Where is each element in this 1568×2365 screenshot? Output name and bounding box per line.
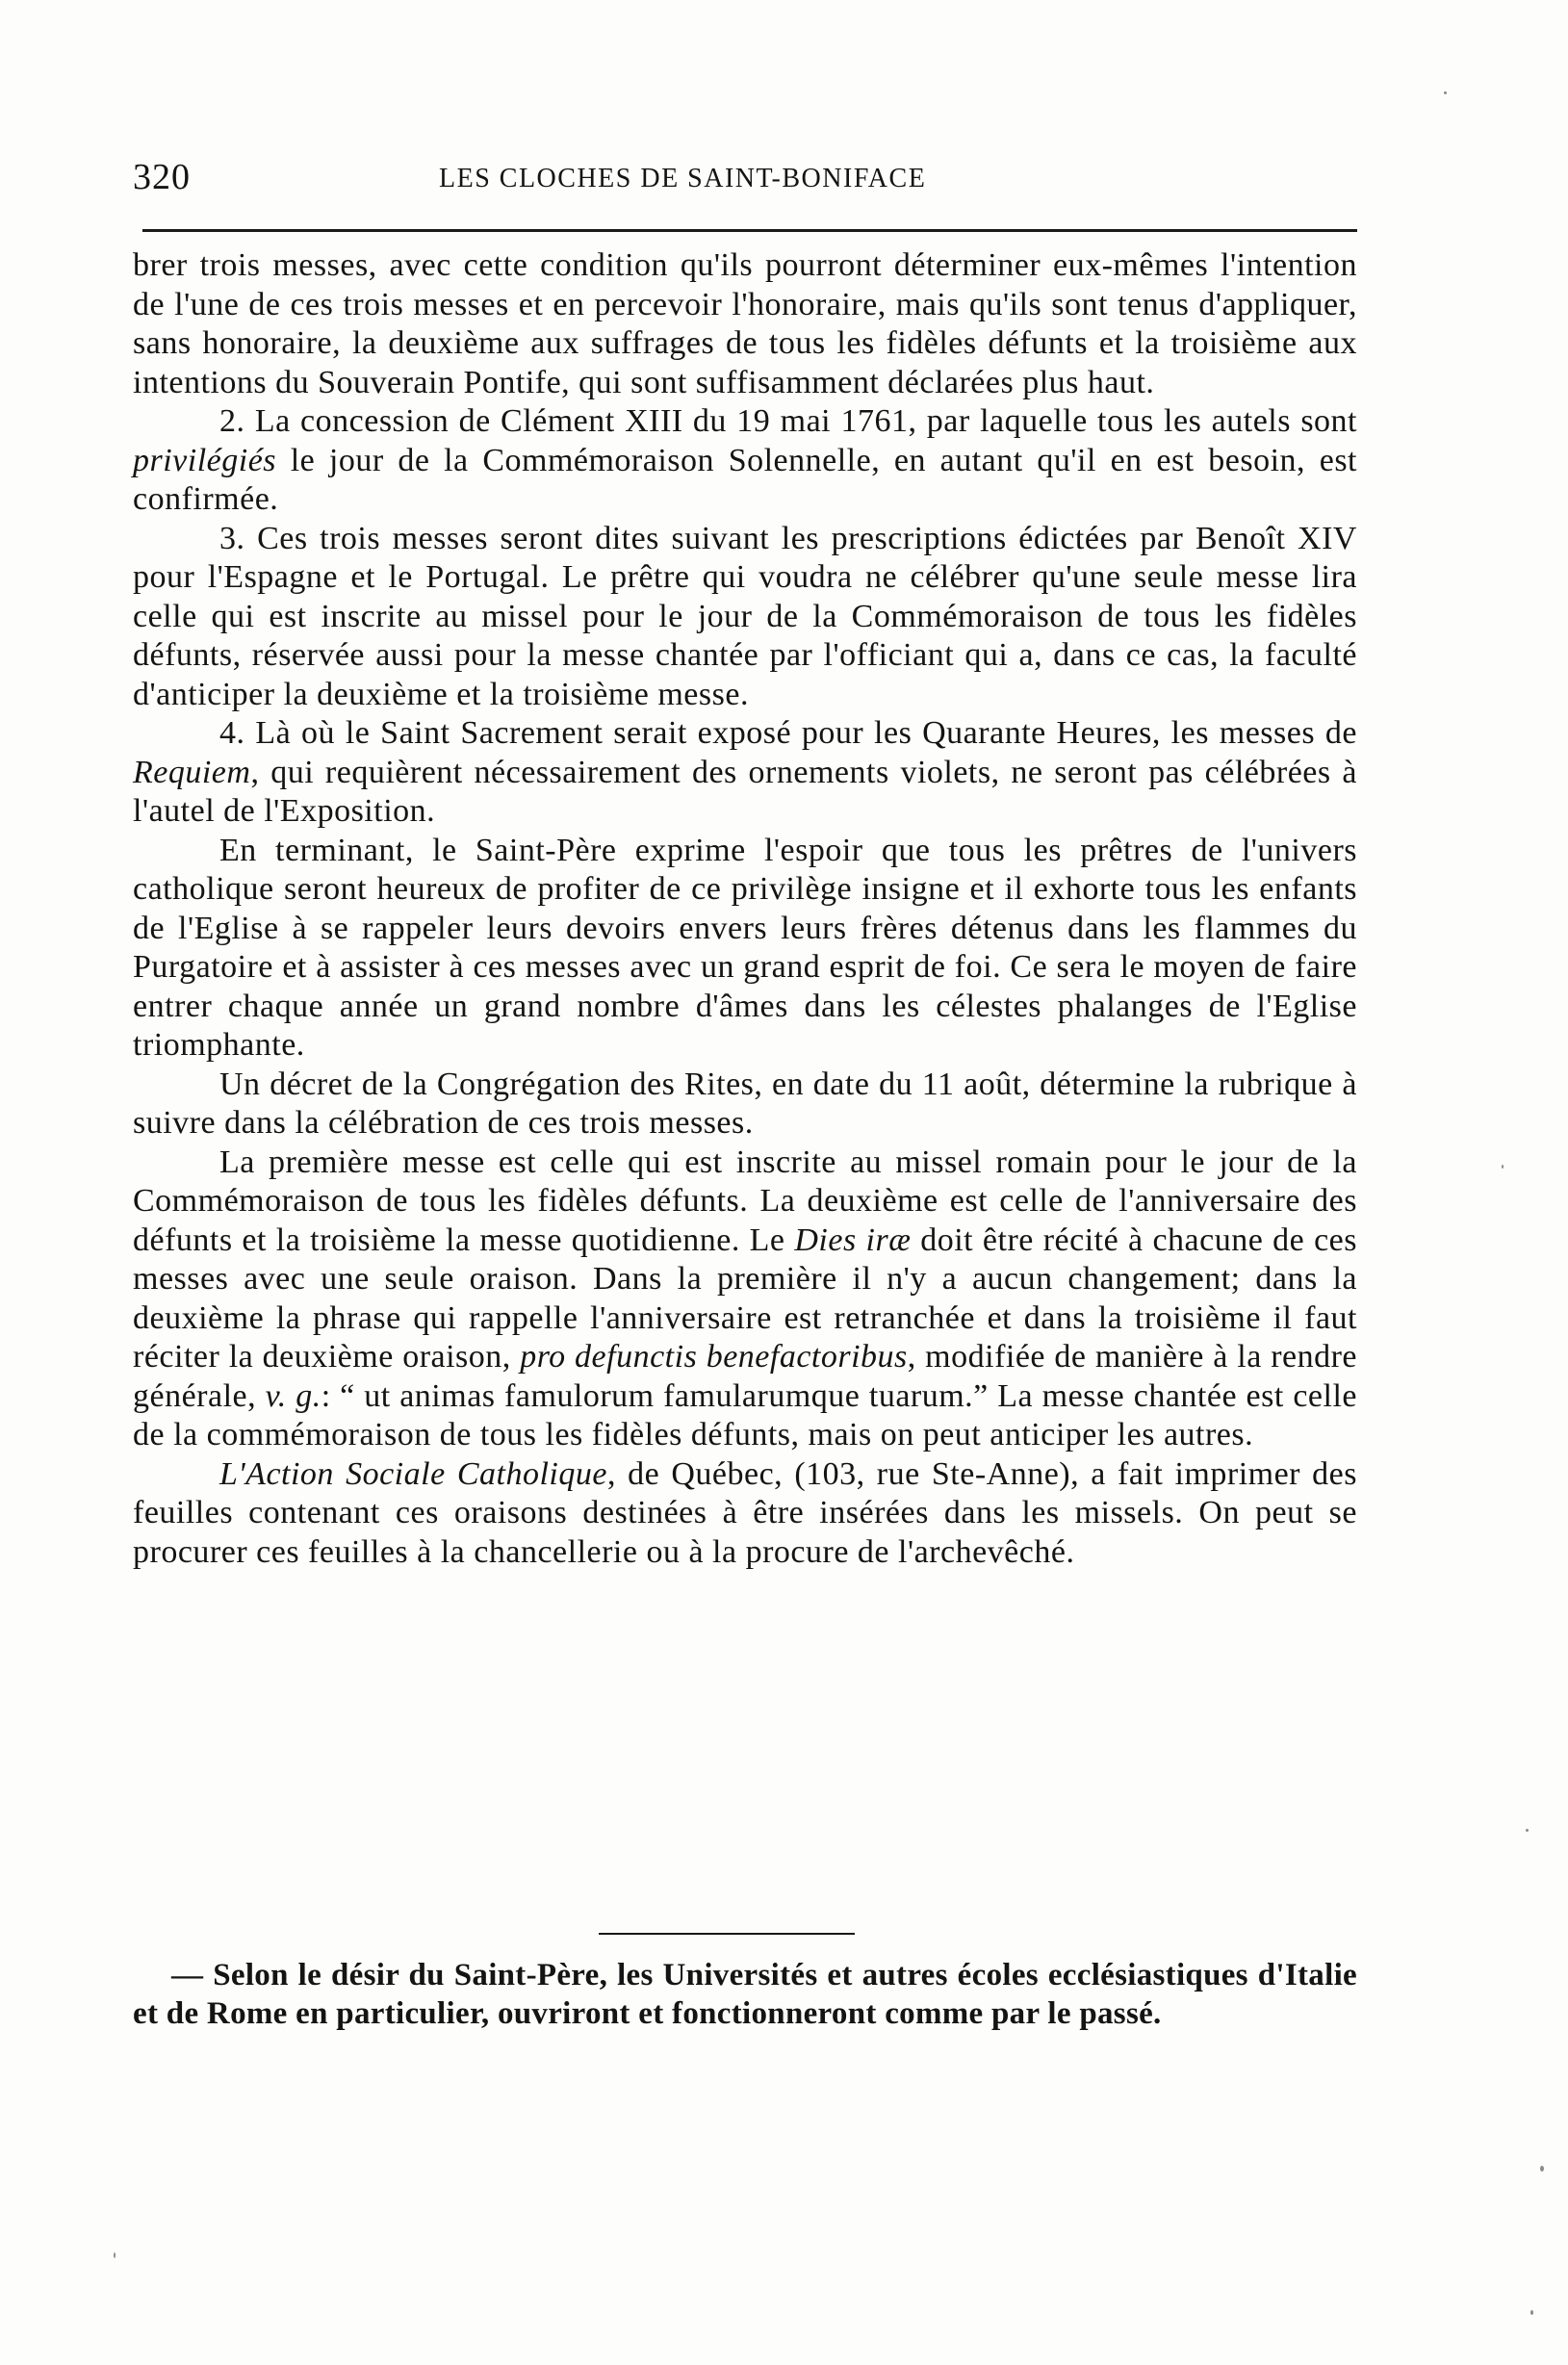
paragraph-7 bbox=[133, 1144, 1357, 1455]
paragraph-6 bbox=[133, 1066, 1357, 1144]
header-rule bbox=[142, 229, 1357, 232]
news-note bbox=[133, 1956, 1357, 2033]
paragraph-3 bbox=[133, 520, 1357, 715]
paragraph-7-italic-3: v. g. bbox=[265, 1377, 321, 1414]
page-number: 320 bbox=[133, 157, 191, 197]
paragraph-4 bbox=[133, 714, 1357, 832]
paragraph-2-text-end: le jour de la Commémoraison Solennelle, en autant qu'il en est besoin, est confirmée. bbox=[133, 442, 1357, 517]
note-text: — Selon le désir du Saint-Père, les Universités et autres écoles ecclésiastiques d'Italie et de Rome en particulier, ouvriront et fonctionneront comme par le passé. bbox=[133, 1958, 1357, 2031]
paragraph-2-text-start: 2. La concession de Clément XIII du 19 mai 1761, par laquelle tous les autels sont bbox=[219, 403, 1357, 439]
paragraph-4-text-start: 4. Là où le Saint Sacrement serait exposé pour les Quarante Heures, les messes de bbox=[219, 715, 1357, 751]
paragraph-7-italic-1: Dies iræ bbox=[794, 1221, 912, 1258]
paragraph-5-text: En terminant, le Saint-Père exprime l'espoir que tous les prêtres de l'univers catholique seront heureux de profiter de ce privilège insigne et il exhorte tous les enfants de l'Eglise à se rappeler leurs devoirs envers leurs frères détenus dans les flammes du Purgatoire et à assister à ces messes avec un grand esprit de foi. Ce sera le moyen de faire entrer chaque année un grand nombre d'âmes dans les célestes phalanges de l'Eglise triomphante. bbox=[133, 832, 1357, 1063]
paragraph-4-italic: Requiem bbox=[133, 754, 251, 790]
paragraph-7-text-middle: doit être récité à chacune de ces messes avec une seule oraison. Dans la première il n'y a aucun changement; dans la deuxième la phrase qui rappelle l'anniversaire est retranchée et dans la troisième il faut réciter la deuxième oraison, bbox=[133, 1221, 1357, 1375]
scan-speck bbox=[1530, 2310, 1533, 2315]
paragraph-1 bbox=[133, 246, 1357, 402]
paragraph-4-text-end: , qui requièrent nécessairement des ornements violets, ne seront pas célébrées à l'autel de l'Exposition. bbox=[133, 754, 1357, 829]
running-head: LES CLOCHES DE SAINT-BONIFACE bbox=[439, 164, 927, 193]
section-divider bbox=[599, 1933, 855, 1935]
paragraph-6-text: Un décret de la Congrégation des Rites, en date du 11 août, détermine la rubrique à suivre dans la célébration de ces trois messes. bbox=[133, 1066, 1357, 1141]
note-paragraph bbox=[133, 1956, 1357, 2033]
scan-speck bbox=[1502, 1165, 1504, 1169]
paragraph-1-text: brer trois messes, avec cette condition qu'ils pourront déterminer eux-mêmes l'intention de l'une de ces trois messes et en percevoir l'honoraire, mais qu'ils sont tenus d'appliquer, sans honoraire, la deuxième aux suffrages de tous les fidèles défunts et la troisième aux intentions du Souverain Pontife, qui sont suffisamment déclarées plus haut. bbox=[133, 247, 1357, 400]
scan-speck bbox=[1540, 2166, 1544, 2172]
paragraph-8 bbox=[133, 1455, 1357, 1573]
paragraph-7-text-middle-2: , modifiée de manière à la rendre générale, bbox=[133, 1339, 1358, 1414]
paragraph-7-text-end: : “ ut animas famulorum famularumque tuarum.” La messe chantée est celle de la commémoraison de tous les fidèles défunts, mais on peut anticiper les autres. bbox=[133, 1377, 1357, 1452]
scan-speck bbox=[1526, 1829, 1529, 1832]
paragraph-2-italic: privilégiés bbox=[133, 442, 277, 478]
scan-speck bbox=[114, 2252, 116, 2258]
paragraph-8-italic: L'Action Sociale Catholique bbox=[219, 1455, 607, 1492]
paragraph-7-text-start: La première messe est celle qui est inscrite au missel romain pour le jour de la Commémoraison de tous les fidèles défunts. La deuxième est celle de l'anniversaire des défunts et la troisième la messe quotidienne. Le bbox=[133, 1144, 1357, 1258]
paragraph-3-text: 3. Ces trois messes seront dites suivant les prescriptions édictées par Benoît XIV pour l'Espagne et le Portugal. Le prêtre qui voudra ne célébrer qu'une seule messe lira celle qui est inscrite au missel pour le jour de la Commémoraison de tous les fidèles défunts, réservée aussi pour la messe chantée par l'officiant qui a, dans ce cas, la faculté d'anticiper la deuxième et la troisième messe. bbox=[133, 520, 1357, 712]
paragraph-5 bbox=[133, 832, 1357, 1066]
paragraph-8-text: , de Québec, (103, rue Ste-Anne), a fait imprimer des feuilles contenant ces oraisons destinées à être insérées dans les missels. On peut se procurer ces feuilles à la chancellerie ou à la procure de l'archevêché. bbox=[133, 1455, 1357, 1570]
main-text bbox=[133, 246, 1357, 1572]
paragraph-7-italic-2: pro defunctis benefactoribus bbox=[520, 1339, 908, 1375]
scan-speck bbox=[1444, 91, 1447, 94]
paragraph-2 bbox=[133, 402, 1357, 520]
page-header bbox=[133, 156, 1365, 202]
